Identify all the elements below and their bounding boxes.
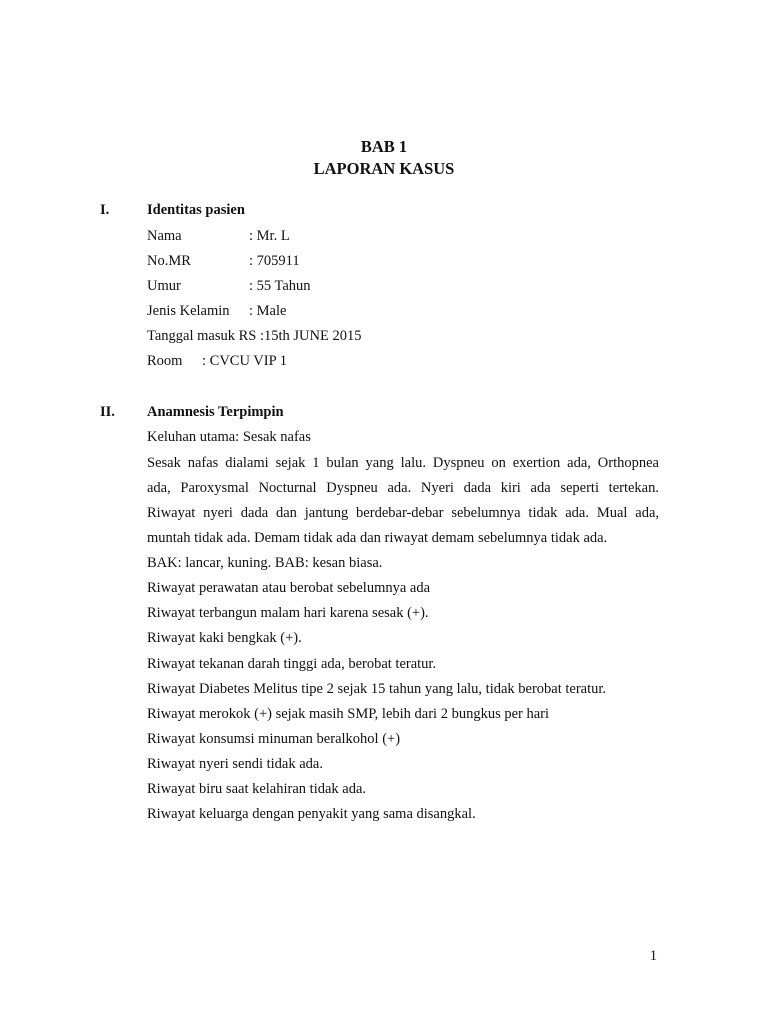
field-value-room: : CVCU VIP 1	[202, 353, 288, 369]
paragraph-line: muntah tidak ada. Demam tidak ada dan riwayat demam sebelumnya tidak ada.	[147, 530, 608, 546]
history-line: Riwayat kaki bengkak (+).	[147, 630, 302, 646]
page-number: 1	[649, 948, 657, 964]
field-value-umur: : 55 Tahun	[249, 278, 311, 294]
history-line: BAK: lancar, kuning. BAB: kesan biasa.	[147, 555, 383, 571]
field-label-room: Room	[147, 353, 183, 369]
section-1-number: I.	[100, 202, 110, 218]
history-line: Riwayat merokok (+) sejak masih SMP, lebih dari 2 bungkus per hari	[147, 706, 550, 722]
field-label-nama: Nama	[147, 228, 182, 244]
field-value-no-mr: : 705911	[249, 253, 300, 269]
paragraph-line: ada, Paroxysmal Nocturnal Dyspneu ada. Nyeri dada kiri ada seperti tertekan.	[147, 480, 659, 496]
history-line: Riwayat tekanan darah tinggi ada, berobat teratur.	[147, 656, 437, 672]
field-tanggal-masuk: Tanggal masuk RS :15th JUNE 2015	[147, 328, 362, 344]
field-label-umur: Umur	[147, 278, 181, 294]
history-line: Riwayat konsumsi minuman beralkohol (+)	[147, 731, 401, 747]
history-line: Riwayat terbangun malam hari karena sesak (+).	[147, 605, 429, 621]
field-value-jenis-kelamin: : Male	[249, 303, 287, 319]
history-line: Riwayat biru saat kelahiran tidak ada.	[147, 781, 367, 797]
paragraph-line: Riwayat nyeri dada dan jantung berdebar-debar sebelumnya tidak ada. Mual ada,	[147, 505, 659, 521]
chapter-title: BAB 1	[360, 137, 408, 156]
keluhan-utama: Keluhan utama: Sesak nafas	[147, 429, 311, 445]
field-value-nama: : Mr. L	[249, 228, 290, 244]
history-line: Riwayat Diabetes Melitus tipe 2 sejak 15 tahun yang lalu, tidak berobat teratur.	[147, 681, 607, 697]
section-1-title: Identitas pasien	[147, 202, 245, 218]
paragraph-line: Sesak nafas dialami sejak 1 bulan yang lalu. Dyspneu on exertion ada, Orthopnea	[147, 455, 659, 471]
field-label-jenis-kelamin: Jenis Kelamin	[147, 303, 230, 319]
report-title: LAPORAN KASUS	[313, 159, 455, 178]
field-label-no-mr: No.MR	[147, 253, 191, 269]
section-2-number: II.	[100, 404, 115, 420]
history-line: Riwayat keluarga dengan penyakit yang sama disangkal.	[147, 806, 476, 822]
section-2-title: Anamnesis Terpimpin	[147, 404, 284, 420]
history-line: Riwayat perawatan atau berobat sebelumnya ada	[147, 580, 431, 596]
history-line: Riwayat nyeri sendi tidak ada.	[147, 756, 323, 772]
